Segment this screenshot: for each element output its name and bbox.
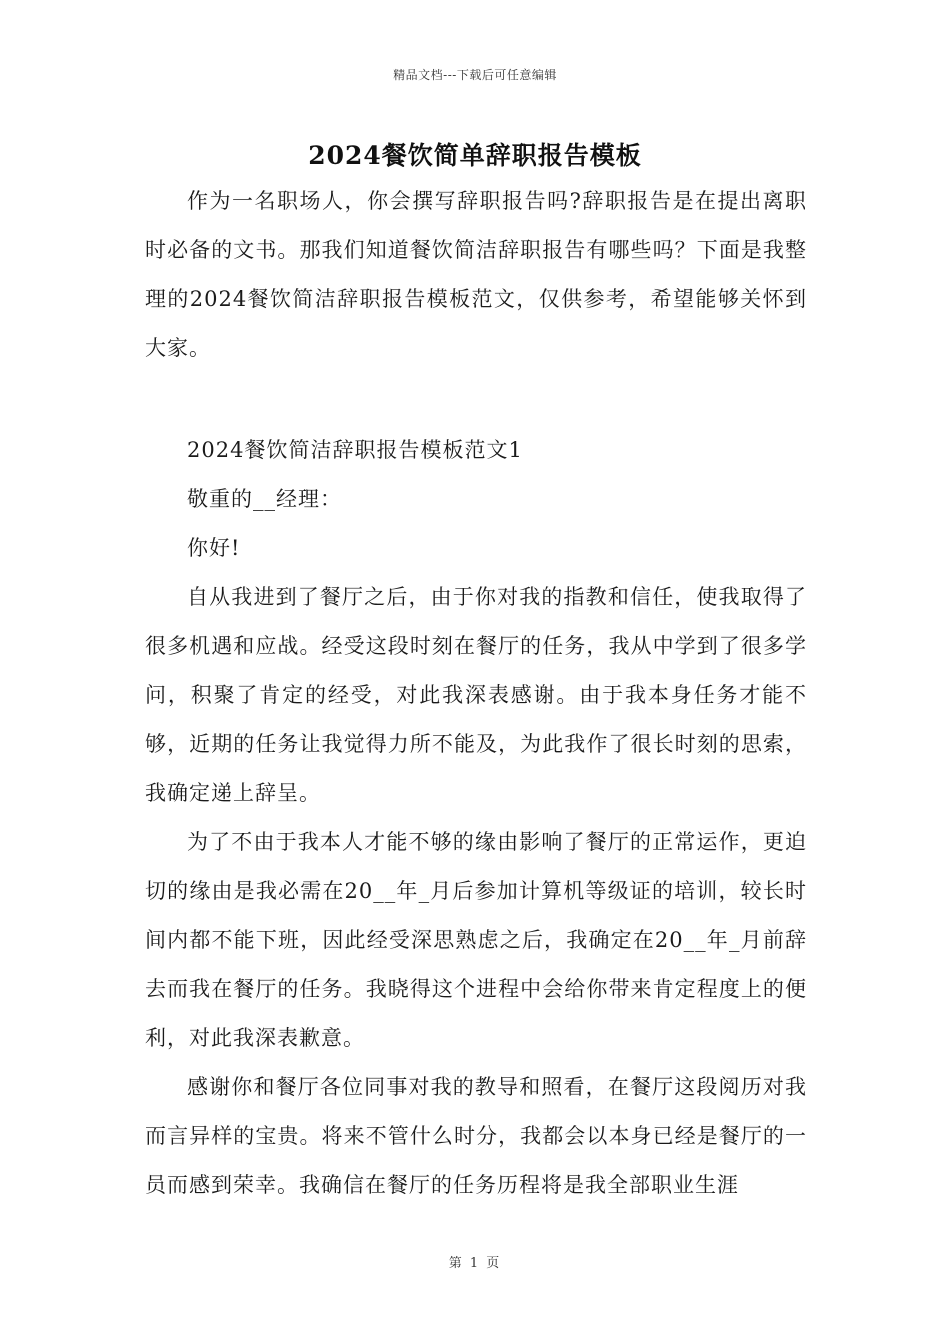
document-title: 2024餐饮简单辞职报告模板	[308, 141, 642, 170]
page-number: 第 1 页	[448, 1256, 502, 1271]
letter-section	[145, 426, 807, 1210]
salutation: 敬重的__经理：	[187, 487, 342, 511]
intro-block	[145, 177, 807, 373]
body-paragraph-1: 自从我进到了餐厅之后，由于你对我的指教和信任，使我取得了很多机遇和应战。经受这段时刻在餐厅的任务，我从中学到了很多学问，积聚了肯定的经受，对此我深表感谢。由于我本身任务才能不够，近期的任务让我觉得力所不能及，为此我作了很长时刻的思索，我确定递上辞呈。	[145, 585, 807, 805]
body-paragraph-2: 为了不由于我本人才能不够的缘由影响了餐厅的正常运作，更迫切的缘由是我必需在20__年_月后参加计算机等级证的培训，较长时间内都不能下班，因此经受深思熟虑之后，我确定在20__年_月前辞去而我在餐厅的任务。我晓得这个进程中会给你带来肯定程度上的便利，对此我深表歉意。	[145, 830, 807, 1050]
intro-paragraph: 作为一名职场人，你会撰写辞职报告吗?辞职报告是在提出离职时必备的文书。那我们知道餐饮简洁辞职报告有哪些吗？下面是我整理的2024餐饮简洁辞职报告模板范文，仅供参考，希望能够关怀到大家。	[145, 189, 807, 360]
body-paragraph-3: 感谢你和餐厅各位同事对我的教导和照看，在餐厅这段阅历对我而言异样的宝贵。将来不管什么时分，我都会以本身已经是餐厅的一员而感到荣幸。我确信在餐厅的任务历程将是我全部职业生涯	[145, 1075, 807, 1197]
header-note: 精品文档---下载后可任意编辑	[393, 68, 557, 82]
greeting: 你好!	[187, 536, 241, 560]
section-heading: 2024餐饮简洁辞职报告模板范文1	[187, 438, 523, 462]
